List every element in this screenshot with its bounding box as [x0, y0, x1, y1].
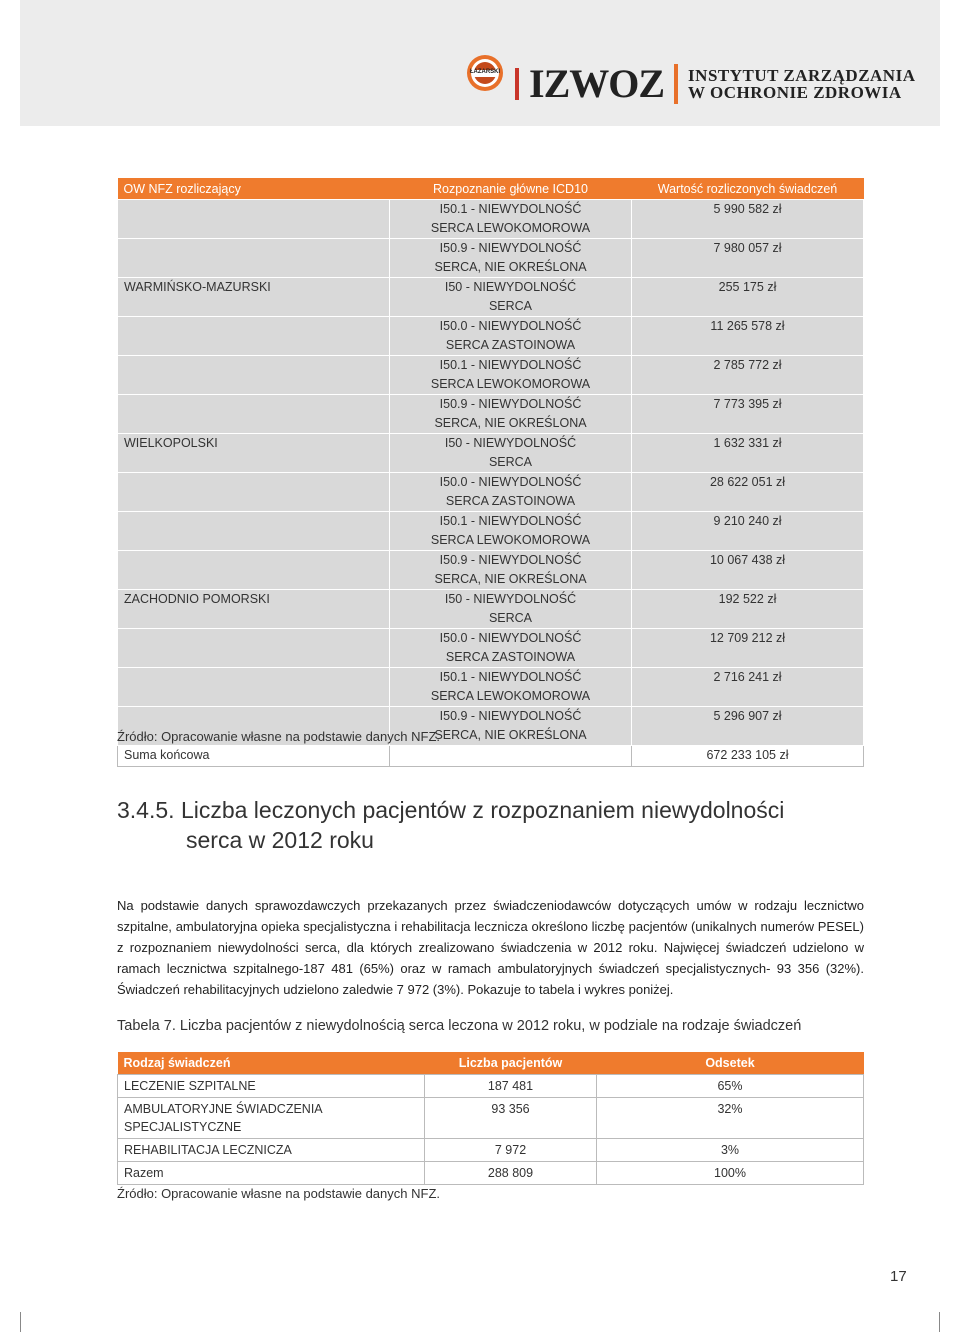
table-row: [118, 1075, 864, 1098]
body-paragraph: Na podstawie danych sprawozdawczych przekazanych przez świadczeniodawców dotyczących umów w rodzaju lecznictwo szpitalne, ambulatoryjna opieka specjalistyczna i rehabilitacja lecznicza określono liczbę pacjentów (unikalnych numerów PESEL) z rozpoznaniem niewydolności serca, dla których zrealizowano świadczenia w 2012 roku. Najwięcej świadczeń udzielono w ramach lecznictwa szpitalnego-187 481 (65%) oraz w ramach ambulatoryjnych świadczeń specjalistycznych- 93 356 (32%). Świadczeń rehabilitacyjnych udzielono zaledwie 7 972 (3%). Pokazuje to tabela i wykres poniżej.: [117, 898, 864, 997]
table-cell-value: 12 709 212 zł: [632, 629, 864, 668]
table-cell-diag: I50.9 - NIEWYDOLNOŚĆ SERCA, NIE OKREŚLONA: [390, 707, 632, 746]
table-cell-diag: I50.9 - NIEWYDOLNOŚĆ SERCA, NIE OKREŚLONA: [390, 239, 632, 278]
table-row: [118, 356, 864, 395]
brand-name: [688, 67, 915, 101]
table-cell-diag: I50.1 - NIEWYDOLNOŚĆ SERCA LEWOKOMOROWA: [390, 512, 632, 551]
table-row: [118, 551, 864, 590]
table-cell-region: WARMIŃSKO-MAZURSKI: [118, 278, 390, 317]
col-header-count: Liczba pacjentów: [425, 1052, 597, 1075]
table-cell-count: 288 809: [425, 1162, 597, 1185]
table-row: [118, 473, 864, 512]
col-header-type: Rodzaj świadczeń: [118, 1052, 425, 1075]
lazarski-seal-logo: [466, 54, 504, 97]
table-cell-value: 7 773 395 zł: [632, 395, 864, 434]
table-cell-count: 7 972: [425, 1139, 597, 1162]
section-title-line-1: Liczba leczonych pacjentów z rozpoznaniem niewydolności: [180, 797, 785, 823]
crop-mark: [939, 1312, 940, 1332]
table-cell-region: [118, 473, 390, 512]
icd10-value-table: [117, 178, 864, 767]
table-cell-value: 11 265 578 zł: [632, 317, 864, 356]
section-heading: [117, 795, 784, 855]
table-cell-count: 187 481: [425, 1075, 597, 1098]
table-cell-diag: I50.0 - NIEWYDOLNOŚĆ SERCA ZASTOINOWA: [390, 317, 632, 356]
table-cell-type: REHABILITACJA LECZNICZA: [118, 1139, 425, 1162]
table-cell-value: 5 296 907 zł: [632, 707, 864, 746]
table-caption: Tabela 7. Liczba pacjentów z niewydolnością serca leczona w 2012 roku, w podziale na rodzaje świadczeń: [117, 1018, 802, 1034]
source-note: Źródło: Opracowanie własne na podstawie danych NFZ.: [117, 1186, 440, 1201]
col-header-diagnosis: Rozpoznanie główne ICD10: [390, 178, 632, 200]
table-cell-diag: I50.0 - NIEWYDOLNOŚĆ SERCA ZASTOINOWA: [390, 629, 632, 668]
seal-text: ŁAZARSKI: [469, 69, 501, 75]
table-cell-value: 28 622 051 zł: [632, 473, 864, 512]
brand-line-1: INSTYTUT ZARZĄDZANIA: [688, 65, 916, 85]
table-row: [118, 200, 864, 239]
table-row: [118, 395, 864, 434]
table-cell-value: 2 785 772 zł: [632, 356, 864, 395]
col-header-value: Wartość rozliczonych świadczeń: [632, 178, 864, 200]
table-cell-diag: I50 - NIEWYDOLNOŚĆ SERCA: [390, 278, 632, 317]
brand-short: IZWOZ: [529, 61, 665, 106]
table-row: [118, 434, 864, 473]
table-cell-diag: I50.9 - NIEWYDOLNOŚĆ SERCA, NIE OKREŚLONA: [390, 551, 632, 590]
table-cell-diag: I50.1 - NIEWYDOLNOŚĆ SERCA LEWOKOMOROWA: [390, 200, 632, 239]
sum-value: 672 233 105 zł: [632, 746, 864, 767]
table-cell-diag: I50.1 - NIEWYDOLNOŚĆ SERCA LEWOKOMOROWA: [390, 356, 632, 395]
table-cell-region: [118, 395, 390, 434]
table-row: [118, 1162, 864, 1185]
table-cell-value: 255 175 zł: [632, 278, 864, 317]
table-cell-value: 7 980 057 zł: [632, 239, 864, 278]
crop-mark: [20, 1312, 21, 1332]
table-row: [118, 278, 864, 317]
sum-row: [118, 746, 864, 767]
table-cell-diag: I50.0 - NIEWYDOLNOŚĆ SERCA ZASTOINOWA: [390, 473, 632, 512]
col-header-region: OW NFZ rozliczający: [118, 178, 390, 200]
table-cell-value: 10 067 438 zł: [632, 551, 864, 590]
sum-label: Suma końcowa: [118, 746, 390, 767]
table-cell-region: [118, 239, 390, 278]
table-cell-value: 192 522 zł: [632, 590, 864, 629]
table-cell-type: Razem: [118, 1162, 425, 1185]
section-number: 3.4.5.: [117, 797, 175, 823]
table-cell-pct: 3%: [597, 1139, 864, 1162]
source-note: Źródło: Opracowanie własne na podstawie danych NFZ.: [117, 729, 440, 744]
table-cell-region: WIELKOPOLSKI: [118, 434, 390, 473]
table-cell-value: 5 990 582 zł: [632, 200, 864, 239]
patients-table: [117, 1052, 864, 1185]
table-row: [118, 239, 864, 278]
table-cell-pct: 32%: [597, 1098, 864, 1139]
table-cell-region: [118, 200, 390, 239]
sum-empty: [390, 746, 632, 767]
col-header-percent: Odsetek: [597, 1052, 864, 1075]
logo-divider: [515, 68, 519, 100]
table-cell-type: LECZENIE SZPITALNE: [118, 1075, 425, 1098]
table-cell-type: AMBULATORYJNE ŚWIADCZENIA SPECJALISTYCZNE: [118, 1098, 425, 1139]
table-cell-pct: 65%: [597, 1075, 864, 1098]
table-cell-region: [118, 317, 390, 356]
logo-divider: [674, 64, 678, 104]
table-cell-region: [118, 551, 390, 590]
table-row: [118, 317, 864, 356]
table-row: [118, 668, 864, 707]
section-title-line-2: serca w 2012 roku: [186, 827, 374, 853]
table-cell-value: 9 210 240 zł: [632, 512, 864, 551]
brand-line-2: W OCHRONIE ZDROWIA: [688, 82, 902, 102]
table-cell-value: 1 632 331 zł: [632, 434, 864, 473]
table-cell-diag: I50.9 - NIEWYDOLNOŚĆ SERCA, NIE OKREŚLONA: [390, 395, 632, 434]
table-row: [118, 629, 864, 668]
table-row: [118, 1139, 864, 1162]
table-cell-region: ZACHODNIO POMORSKI: [118, 590, 390, 629]
table-cell-value: 2 716 241 zł: [632, 668, 864, 707]
page-number: 17: [890, 1268, 907, 1285]
table-row: [118, 1098, 864, 1139]
table-row: [118, 512, 864, 551]
table-cell-pct: 100%: [597, 1162, 864, 1185]
table-cell-count: 93 356: [425, 1098, 597, 1139]
table-cell-region: [118, 512, 390, 551]
table-cell-region: [118, 356, 390, 395]
table-cell-region: [118, 629, 390, 668]
izwoz-logo: [515, 60, 915, 107]
table-row: [118, 590, 864, 629]
table-cell-diag: I50 - NIEWYDOLNOŚĆ SERCA: [390, 590, 632, 629]
table-cell-diag: I50.1 - NIEWYDOLNOŚĆ SERCA LEWOKOMOROWA: [390, 668, 632, 707]
table-cell-diag: I50 - NIEWYDOLNOŚĆ SERCA: [390, 434, 632, 473]
table-cell-region: [118, 668, 390, 707]
